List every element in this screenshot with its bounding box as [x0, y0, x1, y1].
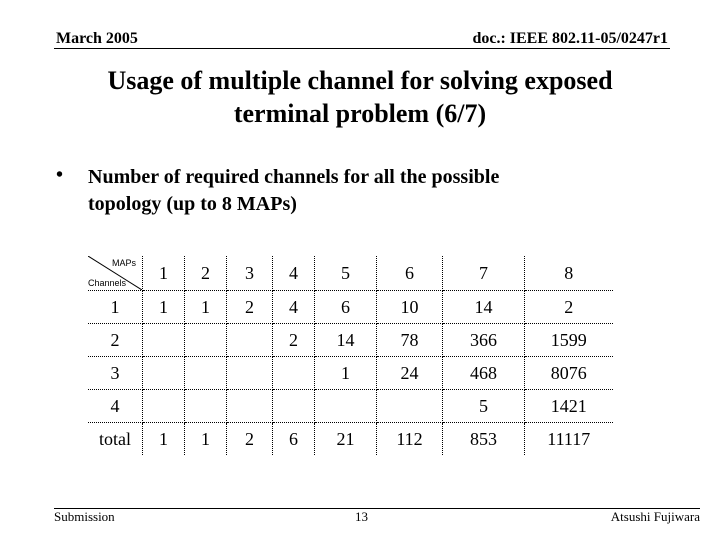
table-cell: 14: [443, 291, 525, 324]
table-row: [88, 390, 613, 423]
row-label: total: [88, 423, 143, 456]
table-cell: 1599: [525, 324, 613, 357]
column-header: 6: [377, 256, 443, 291]
header-date: March 2005: [56, 30, 138, 47]
table-cell: 2: [525, 291, 613, 324]
table-cell: 112: [377, 423, 443, 456]
table-cell: 1: [143, 291, 185, 324]
table-row: [88, 291, 613, 324]
table-row-total: [88, 423, 613, 456]
column-header: 1: [143, 256, 185, 291]
bullet-line-1: Number of required channels for all the possible: [88, 166, 500, 188]
bullet-item: [56, 164, 656, 218]
table-cell: 6: [315, 291, 377, 324]
bullet-dot-icon: •: [56, 164, 64, 186]
table-cell: 1: [185, 291, 227, 324]
table-cell: [185, 324, 227, 357]
footer-page-number: 13: [355, 509, 368, 524]
table-cell: 2: [273, 324, 315, 357]
channels-table: [88, 256, 613, 455]
header-doc-id: doc.: IEEE 802.11-05/0247r1: [472, 30, 668, 47]
table-cell: [143, 390, 185, 423]
row-label: 4: [88, 390, 143, 423]
header-divider: [54, 48, 670, 49]
table-row: [88, 357, 613, 390]
column-header: 3: [227, 256, 273, 291]
column-header: 4: [273, 256, 315, 291]
table-cell: 6: [273, 423, 315, 456]
table-cell: 2: [227, 423, 273, 456]
title-line-1: Usage of multiple channel for solving exposed: [107, 66, 613, 95]
table-cell: 1: [185, 423, 227, 456]
row-label: 3: [88, 357, 143, 390]
table-cell: 1: [315, 357, 377, 390]
table-cell: [315, 390, 377, 423]
table-cell: 11117: [547, 428, 591, 449]
table-cell: [273, 390, 315, 423]
row-label: 2: [88, 324, 143, 357]
table-cell: 468: [443, 357, 525, 390]
table-cell: 4: [273, 291, 315, 324]
table-cell: [227, 324, 273, 357]
table-cell: 78: [377, 324, 443, 357]
column-header: 2: [185, 256, 227, 291]
slide-title: [40, 64, 680, 130]
row-label: 1: [88, 291, 143, 324]
table-header-row: [88, 256, 613, 291]
table-cell: [143, 324, 185, 357]
footer-submission: Submission: [54, 509, 115, 524]
table-cell: [185, 390, 227, 423]
table-cell: 2: [227, 291, 273, 324]
bullet-text: [88, 164, 499, 218]
bullet-line-2: topology (up to 8 MAPs): [88, 193, 297, 215]
table-cell: 366: [443, 324, 525, 357]
table-cell: 5: [443, 390, 525, 423]
table-cell: 1: [143, 423, 185, 456]
table-cell: [227, 390, 273, 423]
column-header: 5: [315, 256, 377, 291]
table-cell: [273, 357, 315, 390]
table-cell: [143, 357, 185, 390]
table-cell: 14: [315, 324, 377, 357]
column-header: 8: [525, 256, 613, 291]
table-cell: [185, 357, 227, 390]
table-cell: 1421: [525, 390, 613, 423]
column-header: 7: [443, 256, 525, 291]
footer-divider: [54, 508, 700, 509]
table-cell: [377, 390, 443, 423]
table-cell: 853: [443, 423, 525, 456]
footer-author: Atsushi Fujiwara: [610, 509, 700, 524]
title-line-2: terminal problem (6/7): [233, 99, 487, 128]
corner-maps-label: MAPs: [111, 258, 136, 268]
table-cell: 8076: [525, 357, 613, 390]
table-corner-cell: [88, 256, 143, 291]
table-cell: 21: [315, 423, 377, 456]
table-row: [88, 324, 613, 357]
table-cell: 24: [377, 357, 443, 390]
corner-channels-label: Channels: [88, 278, 127, 288]
table-cell: 10: [377, 291, 443, 324]
table-cell: [227, 357, 273, 390]
